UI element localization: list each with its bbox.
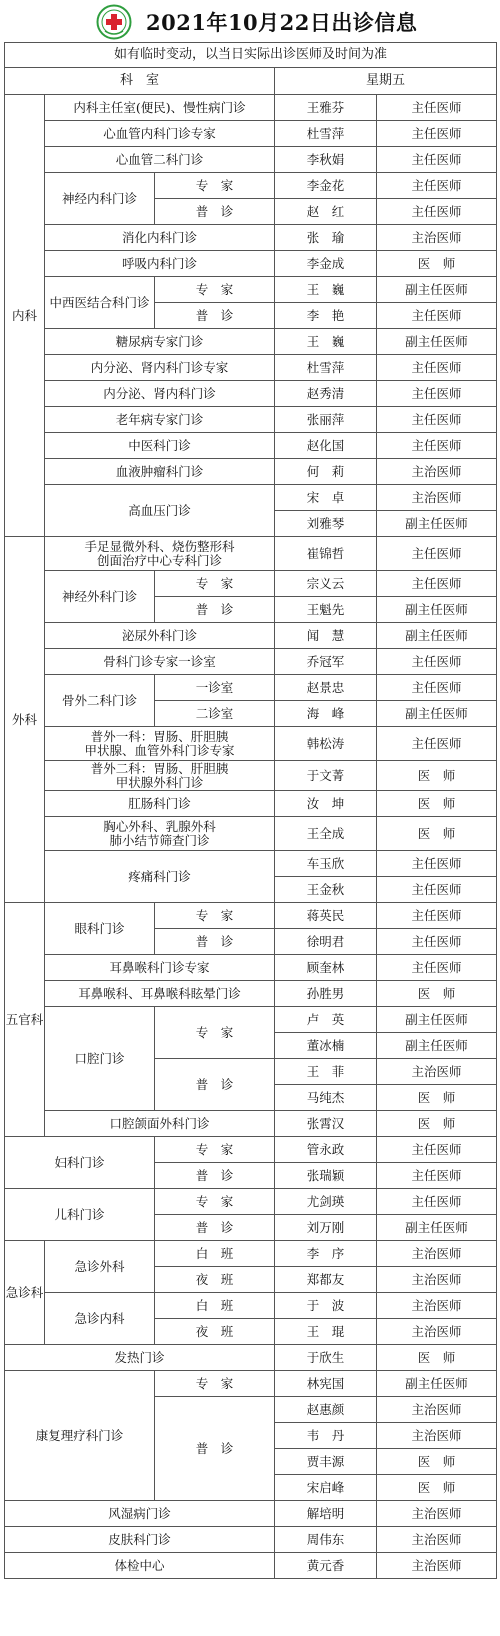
doctor-title: 主任医师 [377,851,497,877]
table-row [5,981,497,1007]
doctor-name: 刘雅琴 [275,511,377,537]
doctor-title: 主任医师 [377,433,497,459]
doctor-title: 主任医师 [377,727,497,761]
doctor-name: 管永政 [275,1137,377,1163]
page-title: 2021年10月22日出诊信息 [146,10,418,35]
table-row [5,1553,497,1579]
doctor-title: 主任医师 [377,903,497,929]
table-row [5,43,497,68]
doctor-title: 医 师 [377,1345,497,1371]
doctor-title: 主任医师 [377,303,497,329]
session-type: 一诊室 [155,675,275,701]
doctor-title: 主任医师 [377,537,497,571]
doctor-name: 王魁先 [275,597,377,623]
doctor-title: 主治医师 [377,1241,497,1267]
session-type: 专 家 [155,1371,275,1397]
dept-name: 口腔颌面外科门诊 [45,1111,275,1137]
dept-name: 疼痛科门诊 [45,851,275,903]
dept-group-waike: 外科 [5,537,45,903]
table-row [5,727,497,761]
doctor-name: 王全成 [275,817,377,851]
table-row [5,1137,497,1163]
doctor-title: 副主任医师 [377,1371,497,1397]
doctor-name: 王金秋 [275,877,377,903]
table-row [5,68,497,95]
doctor-name: 张霄汉 [275,1111,377,1137]
doctor-title: 主任医师 [377,1137,497,1163]
doctor-name: 李 序 [275,1241,377,1267]
doctor-name: 赵化国 [275,433,377,459]
session-type: 白 班 [155,1241,275,1267]
session-type: 普 诊 [155,303,275,329]
doctor-name: 闻 慧 [275,623,377,649]
doctor-title: 主任医师 [377,571,497,597]
doctor-name: 张丽萍 [275,407,377,433]
table-row [5,381,497,407]
table-row [5,1527,497,1553]
table-row [5,355,497,381]
dept-name: 呼吸内科门诊 [45,251,275,277]
doctor-name: 韩松涛 [275,727,377,761]
doctor-name: 顾奎林 [275,955,377,981]
doctor-name: 蒋英民 [275,903,377,929]
doctor-title: 主治医师 [377,1423,497,1449]
table-row [5,1111,497,1137]
session-type: 专 家 [155,1137,275,1163]
doctor-name: 于 波 [275,1293,377,1319]
table-row [5,1345,497,1371]
dept-name: 手足显微外科、烧伤整形科 创面治疗中心专科门诊 [45,537,275,571]
doctor-name: 海 峰 [275,701,377,727]
dept-name: 中医科门诊 [45,433,275,459]
dept-name: 内科主任室(便民)、慢性病门诊 [45,95,275,121]
doctor-title: 主治医师 [377,1501,497,1527]
doctor-name: 于文菁 [275,761,377,791]
doctor-title: 主任医师 [377,929,497,955]
dept-name: 心血管内科门诊专家 [45,121,275,147]
doctor-title: 医 师 [377,981,497,1007]
table-row [5,1293,497,1319]
table-row [5,903,497,929]
dept-name: 风湿病门诊 [5,1501,275,1527]
doctor-title: 医 师 [377,1449,497,1475]
dept-name: 泌尿外科门诊 [45,623,275,649]
table-row [5,459,497,485]
session-type: 普 诊 [155,199,275,225]
dept-name: 儿科门诊 [5,1189,155,1241]
doctor-name: 王 菲 [275,1059,377,1085]
table-row [5,95,497,121]
doctor-title: 副主任医师 [377,1007,497,1033]
table-row [5,1371,497,1397]
doctor-name: 解培明 [275,1501,377,1527]
dept-name: 糖尿病专家门诊 [45,329,275,355]
doctor-title: 医 师 [377,817,497,851]
doctor-title: 主任医师 [377,121,497,147]
doctor-title: 主任医师 [377,955,497,981]
table-row [5,277,497,303]
doctor-name: 汝 坤 [275,791,377,817]
dept-name: 康复理疗科门诊 [5,1371,155,1501]
doctor-title: 主治医师 [377,1319,497,1345]
doctor-title: 主任医师 [377,1189,497,1215]
doctor-name: 王 琨 [275,1319,377,1345]
table-row [5,225,497,251]
doctor-title: 主治医师 [377,459,497,485]
doctor-title: 副主任医师 [377,597,497,623]
session-type: 普 诊 [155,597,275,623]
table-row [5,485,497,511]
dept-name: 心血管二科门诊 [45,147,275,173]
doctor-title: 副主任医师 [377,623,497,649]
dept-name: 骨科门诊专家一诊室 [45,649,275,675]
table-row [5,147,497,173]
dept-name: 肛肠科门诊 [45,791,275,817]
doctor-name: 宋 卓 [275,485,377,511]
session-type: 专 家 [155,1189,275,1215]
doctor-title: 副主任医师 [377,329,497,355]
table-row [5,1241,497,1267]
doctor-name: 赵 红 [275,199,377,225]
session-type: 普 诊 [155,1215,275,1241]
dept-name: 胸心外科、乳腺外科 肺小结节筛查门诊 [45,817,275,851]
doctor-name: 李秋娟 [275,147,377,173]
doctor-name: 赵秀清 [275,381,377,407]
doctor-title: 主任医师 [377,407,497,433]
doctor-name: 马纯杰 [275,1085,377,1111]
doctor-name: 宗义云 [275,571,377,597]
dept-name: 眼科门诊 [45,903,155,955]
doctor-title: 主治医师 [377,1059,497,1085]
doctor-title: 主治医师 [377,1293,497,1319]
dept-name: 内分泌、肾内科门诊 [45,381,275,407]
table-row [5,173,497,199]
notice-text: 如有临时变动，以当日实际出诊医师及时间为准 [5,43,497,68]
table-row [5,407,497,433]
doctor-title: 医 师 [377,791,497,817]
doctor-title: 主任医师 [377,355,497,381]
doctor-name: 赵惠颜 [275,1397,377,1423]
doctor-title: 主任医师 [377,381,497,407]
doctor-title: 医 师 [377,761,497,791]
session-type: 专 家 [155,277,275,303]
table-row [5,1007,497,1033]
doctor-title: 医 师 [377,1475,497,1501]
doctor-title: 主治医师 [377,1553,497,1579]
doctor-title: 副主任医师 [377,701,497,727]
session-type: 夜 班 [155,1267,275,1293]
table-row [5,1501,497,1527]
doctor-title: 主任医师 [377,649,497,675]
dept-name: 发热门诊 [5,1345,275,1371]
dept-name: 普外一科：胃肠、肝胆胰 甲状腺、血管外科门诊专家 [45,727,275,761]
dept-group-wuguan: 五官科 [5,903,45,1137]
day-column-header: 星期五 [275,68,497,95]
doctor-name: 王 巍 [275,329,377,355]
doctor-name: 杜雪萍 [275,121,377,147]
doctor-title: 医 师 [377,251,497,277]
doctor-title: 主治医师 [377,1397,497,1423]
dept-name: 耳鼻喉科门诊专家 [45,955,275,981]
session-type: 二诊室 [155,701,275,727]
dept-name: 老年病专家门诊 [45,407,275,433]
dept-name: 血液肿瘤科门诊 [45,459,275,485]
doctor-name: 于欣生 [275,1345,377,1371]
doctor-title: 主任医师 [377,147,497,173]
doctor-name: 王雅芬 [275,95,377,121]
dept-name: 急诊内科 [45,1293,155,1345]
dept-group-neike: 内科 [5,95,45,537]
dept-name: 消化内科门诊 [45,225,275,251]
doctor-title: 主任医师 [377,877,497,903]
session-type: 普 诊 [155,1059,275,1111]
dept-name: 内分泌、肾内科门诊专家 [45,355,275,381]
doctor-name: 赵景忠 [275,675,377,701]
dept-name: 妇科门诊 [5,1137,155,1189]
doctor-name: 林宪国 [275,1371,377,1397]
table-row [5,955,497,981]
session-type: 专 家 [155,1007,275,1059]
doctor-title: 主治医师 [377,485,497,511]
dept-name: 口腔门诊 [45,1007,155,1111]
session-type: 白 班 [155,1293,275,1319]
doctor-title: 主任医师 [377,675,497,701]
doctor-name: 李 艳 [275,303,377,329]
doctor-name: 张 瑜 [275,225,377,251]
doctor-name: 崔锦哲 [275,537,377,571]
doctor-name: 宋启峰 [275,1475,377,1501]
doctor-title: 主治医师 [377,1267,497,1293]
doctor-title: 主任医师 [377,95,497,121]
table-row [5,791,497,817]
doctor-title: 主治医师 [377,1527,497,1553]
doctor-name: 尤剑瑛 [275,1189,377,1215]
table-row [5,121,497,147]
table-row [5,251,497,277]
doctor-title: 主任医师 [377,199,497,225]
dept-group-jizhen: 急诊科 [5,1241,45,1345]
clinic-schedule-table [4,42,497,1579]
dept-column-header: 科 室 [5,68,275,95]
table-row [5,761,497,791]
dept-name: 耳鼻喉科、耳鼻喉科眩晕门诊 [45,981,275,1007]
doctor-name: 刘万刚 [275,1215,377,1241]
doctor-name: 韦 丹 [275,1423,377,1449]
dept-name: 神经外科门诊 [45,571,155,623]
dept-name: 中西医结合科门诊 [45,277,155,329]
doctor-title: 副主任医师 [377,277,497,303]
table-row [5,1189,497,1215]
table-row [5,537,497,571]
table-row [5,817,497,851]
doctor-name: 李金花 [275,173,377,199]
table-row [5,571,497,597]
doctor-name: 徐明君 [275,929,377,955]
doctor-name: 李金成 [275,251,377,277]
doctor-title: 医 师 [377,1111,497,1137]
doctor-name: 车玉欣 [275,851,377,877]
session-type: 普 诊 [155,929,275,955]
page-header [0,0,500,42]
table-row [5,329,497,355]
doctor-name: 王 巍 [275,277,377,303]
doctor-title: 副主任医师 [377,1033,497,1059]
doctor-title: 副主任医师 [377,511,497,537]
session-type: 专 家 [155,903,275,929]
session-type: 普 诊 [155,1163,275,1189]
table-row [5,649,497,675]
table-row [5,623,497,649]
doctor-title: 医 师 [377,1085,497,1111]
dept-name: 神经内科门诊 [45,173,155,225]
dept-name: 皮肤科门诊 [5,1527,275,1553]
doctor-name: 孙胜男 [275,981,377,1007]
session-type: 普 诊 [155,1397,275,1501]
dept-name: 体检中心 [5,1553,275,1579]
hospital-cross-logo [96,4,132,40]
doctor-name: 周伟东 [275,1527,377,1553]
doctor-name: 乔冠军 [275,649,377,675]
doctor-name: 卢 英 [275,1007,377,1033]
dept-name: 高血压门诊 [45,485,275,537]
table-row [5,851,497,877]
doctor-name: 黄元香 [275,1553,377,1579]
doctor-title: 主治医师 [377,225,497,251]
session-type: 专 家 [155,173,275,199]
doctor-name: 郑都友 [275,1267,377,1293]
doctor-name: 何 莉 [275,459,377,485]
doctor-title: 副主任医师 [377,1215,497,1241]
table-row [5,433,497,459]
doctor-title: 主任医师 [377,1163,497,1189]
session-type: 夜 班 [155,1319,275,1345]
doctor-name: 董冰楠 [275,1033,377,1059]
session-type: 专 家 [155,571,275,597]
doctor-title: 主任医师 [377,173,497,199]
table-row [5,675,497,701]
doctor-name: 贾丰源 [275,1449,377,1475]
dept-name: 普外二科：胃肠、肝胆胰 甲状腺外科门诊 [45,761,275,791]
dept-name: 骨外二科门诊 [45,675,155,727]
doctor-name: 杜雪萍 [275,355,377,381]
doctor-name: 张瑞颖 [275,1163,377,1189]
dept-name: 急诊外科 [45,1241,155,1293]
